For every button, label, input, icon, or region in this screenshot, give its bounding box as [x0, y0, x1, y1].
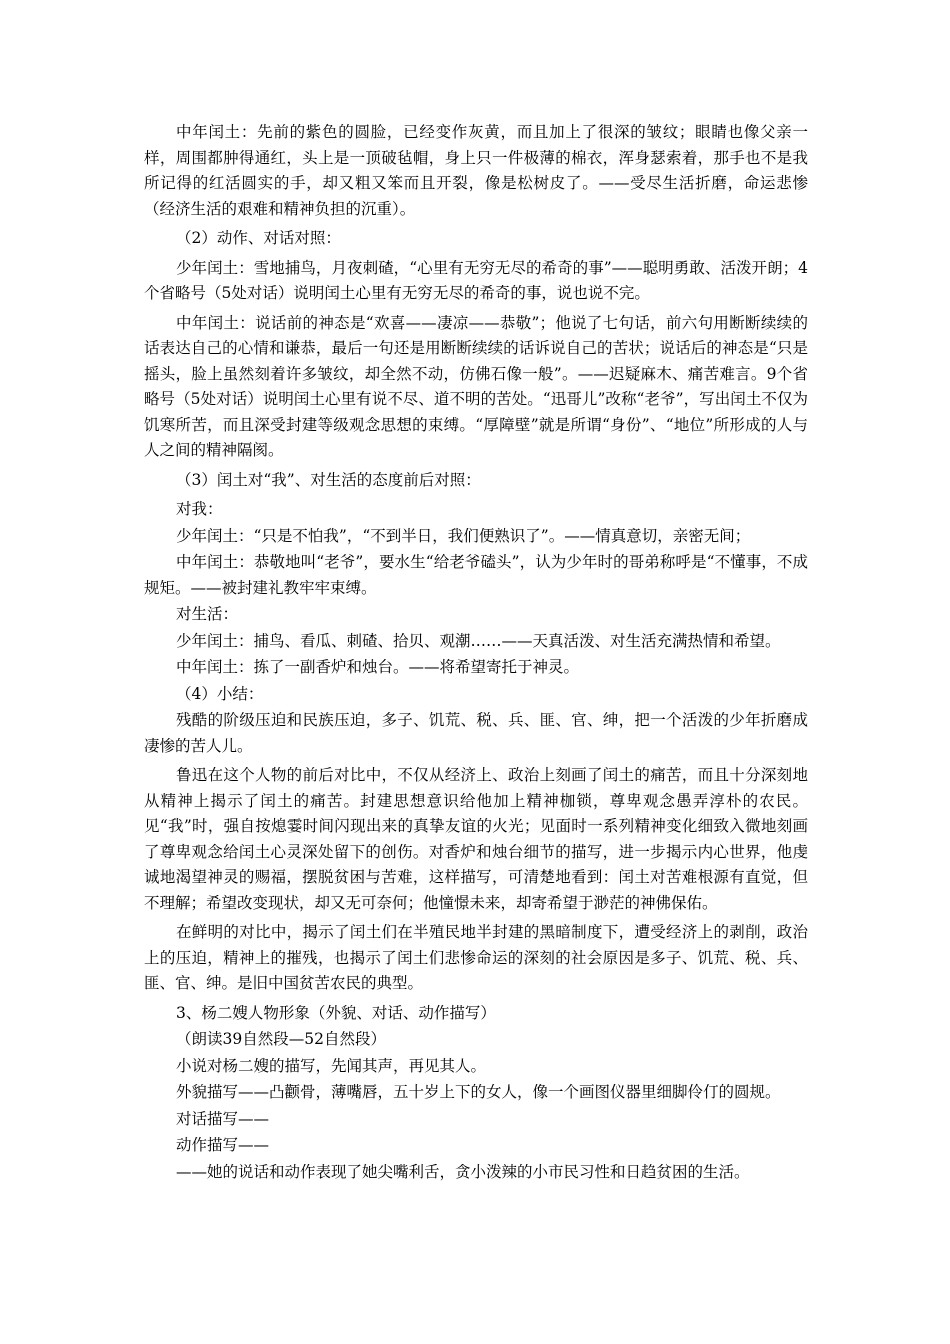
- paragraph: 小说对杨二嫂的描写，先闻其声，再见其人。: [176, 1056, 487, 1075]
- paragraph: ——她的说话和动作表现了她尖嘴利舌，贪小泼辣的小市民习性和日趋贫困的生活。: [176, 1162, 750, 1181]
- paragraph: 在鲜明的对比中，揭示了闰土们在半殖民地半封建的黑暗制度下，遭受经济上的剥削，政治上的压迫，精神上的摧残，也揭示了闰土们悲惨命运的深刻的社会原因是多子、饥荒、税、兵、匪、官、绅。是旧中国贫苦农民的典型。: [144, 923, 808, 992]
- paragraph: 残酷的阶级压迫和民族压迫，多子、饥荒、税、兵、匪、官、绅，把一个活泼的少年折磨成凄惨的苦人儿。: [144, 711, 808, 755]
- subheading: 对生活：: [176, 605, 239, 623]
- paragraph: 中年闰土：恭敬地叫“老爷”，要水生“给老爷磕头”，认为少年时的哥弟称呼是“不懂事，不成规矩。——被封建礼教牢牢束缚。: [144, 553, 808, 597]
- section-heading: （4）小结：: [176, 684, 264, 703]
- paragraph: 中年闰土：说话前的神态是“欢喜——凄凉——恭敬”；他说了七句话，前六句用断断续续的话表达自己的心情和谦恭，最后一句还是用断断续续的话诉说自己的苦状；说话后的神态是“只是摇头，脸上虽然刻着许多皱纹，却全然不动，仿佛石像一般”。——迟疑麻木、痛苦难言。9个省略号（5处对话）说明闰土心里有说不尽、道不明的苦处。“迅哥儿”改称“老爷”，写出闰土不仅为饥寒所苦，而且深受封建等级观念思想的束缚。“厚障壁”就是所谓“身份”、“地位”所形成的人与人之间的精神隔阂。: [144, 313, 808, 459]
- document-body: [144, 120, 808, 1186]
- subheading: 对我：: [176, 500, 223, 518]
- section-heading: （2）动作、对话对照：: [176, 229, 341, 247]
- paragraph: 少年闰土：捕鸟、看瓜、刺碴、拾贝、观潮……——天真活泼、对生活充满热情和希望。: [176, 631, 781, 650]
- paragraph: 中年闰土：拣了一副香炉和烛台。——将希望寄托于神灵。: [176, 658, 580, 676]
- paragraph: 动作描写——: [176, 1136, 270, 1154]
- paragraph: 少年闰土：雪地捕鸟，月夜刺碴，“心里有无穷无尽的希奇的事”——聪明勇敢、活泼开朗；4个省略号（5处对话）说明闰土心里有无穷无尽的希奇的事，说也说不完。: [144, 258, 808, 302]
- paragraph: 中年闰土：先前的紫色的圆脸，已经变作灰黄，而且加上了很深的皱纹；眼睛也像父亲一样，周围都肿得通红，头上是一顶破毡帽，身上只一件极薄的棉衣，浑身瑟索着，那手也不是我所记得的红活圆实的手，却又粗又笨而且开裂，像是松树皮了。——受尽生活折磨，命运悲惨（经济生活的艰难和精神负担的沉重）。: [144, 123, 808, 218]
- paragraph: 对话描写——: [176, 1109, 270, 1128]
- section-heading: （3）闰土对“我”、对生活的态度前后对照：: [176, 470, 481, 489]
- paragraph: （朗读39自然段—52自然段）: [176, 1030, 386, 1048]
- paragraph: 鲁迅在这个人物的前后对比中，不仅从经济上、政治上刻画了闰土的痛苦，而且十分深刻地从精神上揭示了闰土的痛苦。封建思想意识给他加上精神枷锁，尊卑观念愚弄淳朴的农民。见“我”时，强自按熄霎时间闪现出来的真挚友谊的火光；见面时一系列精神变化细致入微地刻画了尊卑观念给闰土心灵深处留下的创伤。对香炉和烛台细节的描写，进一步揭示内心世界，他虔诚地渴望神灵的赐福，摆脱贫困与苦难，这样描写，可清楚地看到：闰土对苦难根源有直觉，但不理解；希望改变现状，却又无可奈何；他憧憬未来，却寄希望于渺茫的神佛保佑。: [144, 766, 808, 912]
- section-heading: 3、杨二嫂人物形象（外貌、对话、动作描写）: [176, 1003, 496, 1022]
- paragraph: 少年闰土：“只是不怕我”，“不到半日，我们便熟识了”。——情真意切，亲密无间；: [176, 526, 751, 545]
- paragraph: 外貌描写——凸颧骨，薄嘴唇，五十岁上下的女人，像一个画图仪器里细脚伶仃的圆规。: [176, 1083, 781, 1101]
